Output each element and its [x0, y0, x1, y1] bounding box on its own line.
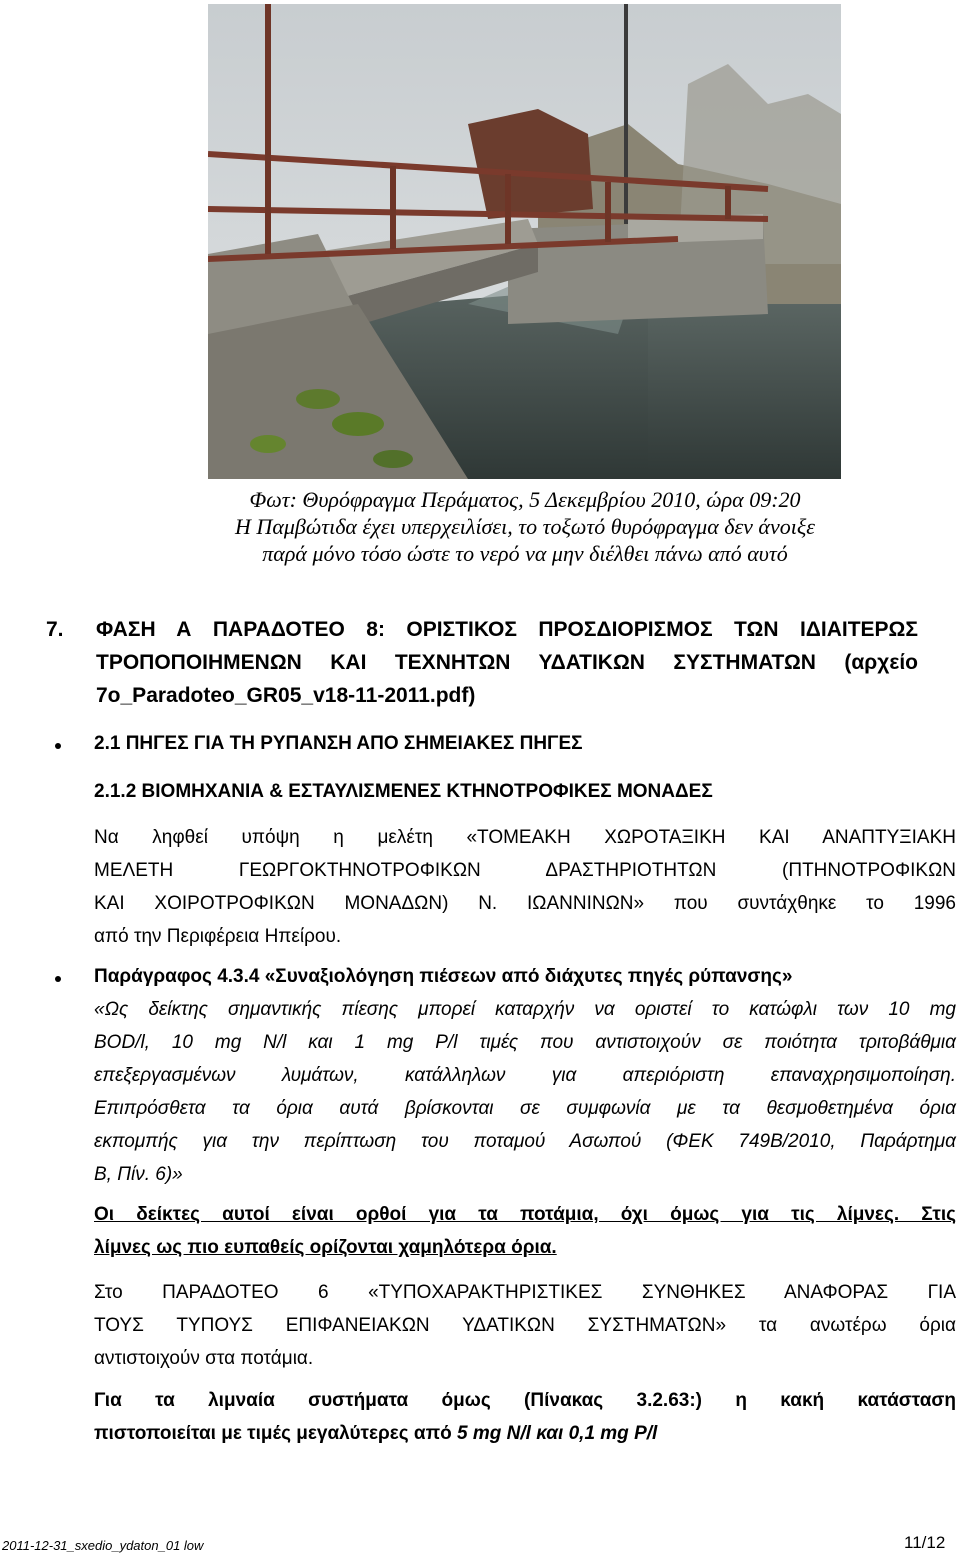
caption-line-1: Φωτ: Θυρόφραγμα Περάματος, 5 Δεκεμβρίου 2010, ώρα 09:20	[249, 487, 801, 512]
section-7-line-2: ΤΡΟΠΟΠΟΙΗΜΕΝΩΝ ΚΑΙ ΤΕΧΝΗΤΩΝ ΥΔΑΤΙΚΩΝ ΣΥΣΤΗΜΑΤΩΝ (αρχείο	[96, 651, 918, 674]
floodgate-photo	[208, 4, 841, 479]
section-number: 7.	[46, 618, 64, 641]
para4-line-2-values: 5 mg N/l και 0,1 mg P/l	[457, 1423, 658, 1444]
section-7-line-3: 7o_Paradoteo_GR05_v18-11-2011.pdf)	[96, 684, 476, 707]
para1-line-3: ΚΑΙ ΧΟΙΡΟΤΡΟΦΙΚΩΝ ΜΟΝΑΔΩΝ) Ν. ΙΩΑΝΝΙΝΩΝ» που συντάχθηκε το 1996	[94, 893, 956, 914]
remark-line-2: λίμνες ως πιο ευπαθείς ορίζονται χαμηλότερα όρια.	[94, 1237, 557, 1258]
paragraph-lake-systems	[94, 1384, 956, 1450]
paragraph-study-reference	[94, 821, 956, 953]
bullet-item-pollution-sources	[94, 733, 583, 755]
footer-page-number: 11/12	[904, 1533, 946, 1552]
para3-line-2: ΤΟΥΣ ΤΥΠΟΥΣ ΕΠΙΦΑΝΕΙΑΚΩΝ ΥΔΑΤΙΚΩΝ ΣΥΣΤΗΜΑΤΩΝ» τα ανωτέρω όρια	[94, 1315, 956, 1336]
bullet-icon	[55, 976, 61, 982]
quote-line-1: «Ως δείκτης σημαντικής πίεσης μπορεί καταρχήν να οριστεί το κατώφλι των 10 mg	[94, 999, 956, 1020]
bullet-item-paragraph-4-3-4	[94, 966, 792, 988]
section-7-heading	[46, 613, 918, 712]
para1-line-2: ΜΕΛΕΤΗ ΓΕΩΡΓΟΚΤΗΝΟΤΡΟΦΙΚΩΝ ΔΡΑΣΤΗΡΙΟΤΗΤΩΝ (ΠΤΗΝΟΤΡΟΦΙΚΩΝ	[94, 860, 956, 881]
section-7-line-1: ΦΑΣΗ Α ΠΑΡΑΔΟΤΕΟ 8: ΟΡΙΣΤΙΚΟΣ ΠΡΟΣΔΙΟΡΙΣΜΟΣ ΤΩΝ ΙΔΙΑΙΤΕΡΩΣ	[96, 618, 918, 641]
quote-line-3: επεξεργασμένων λυμάτων, κατάλληλων για απεριόριστη επαναχρησιμοποίηση.	[94, 1065, 956, 1086]
bullet-text: Παράγραφος 4.3.4 «Συναξιολόγηση πιέσεων από διάχυτες πηγές ρύπανσης»	[94, 966, 793, 987]
underlined-remark	[94, 1198, 956, 1264]
bullet-text: 2.1 ΠΗΓΕΣ ΓΙΑ ΤΗ ΡΥΠΑΝΣΗ ΑΠΟ ΣΗΜΕΙΑΚΕΣ ΠΗΓΕΣ	[94, 733, 583, 754]
para3-line-3: αντιστοιχούν στα ποτάμια.	[94, 1348, 314, 1369]
remark-line-1: Οι δείκτες αυτοί είναι ορθοί για τα ποτάμια, όχι όμως για τις λίμνες. Στις	[94, 1204, 956, 1225]
para4-line-2-text: πιστοποιείται με τιμές μεγαλύτερες από	[94, 1423, 458, 1444]
para4-line-2	[94, 1417, 956, 1450]
caption-line-2: Η Παμβώτιδα έχει υπερχειλίσει, το τοξωτό θυρόφραγμα δεν άνοιξε	[235, 514, 815, 539]
paragraph-deliverable-6	[94, 1276, 956, 1375]
quote-line-5: εκπομπής για την περίπτωση του ποταμού Ασωπού (ΦΕΚ 749Β/2010, Παράρτημα	[94, 1131, 956, 1152]
subheading-text: 2.1.2 ΒΙΟΜΗΧΑΝΙΑ & ΕΣΤΑΥΛΙΣΜΕΝΕΣ ΚΤΗΝΟΤΡΟΦΙΚΕΣ ΜΟΝΑΔΕΣ	[94, 781, 713, 802]
para1-line-1: Να ληφθεί υπόψη η μελέτη «ΤΟΜΕΑΚΗ ΧΩΡΟΤΑΞΙΚΗ ΚΑΙ ΑΝΑΠΤΥΞΙΑΚΗ	[94, 827, 956, 848]
quote-line-2: BOD/l, 10 mg N/l και 1 mg P/l τιμές που αντιστοιχούν σε ποιότητα τριτοβάθμια	[94, 1032, 956, 1053]
quote-line-6: Β, Πίν. 6)»	[94, 1164, 183, 1185]
footer-filename: 2011-12-31_sxedio_ydaton_01 low	[2, 1538, 204, 1553]
para4-line-1: Για τα λιμναία συστήματα όμως (Πίνακας 3.2.63:) η κακή κατάσταση	[94, 1390, 956, 1411]
para1-line-4: από την Περιφέρεια Ηπείρου.	[94, 926, 342, 947]
bullet-icon	[55, 743, 61, 749]
caption-line-3: παρά μόνο τόσο ώστε το νερό να μην διέλθει πάνω από αυτό	[262, 541, 788, 566]
subheading-2-1-2	[94, 781, 713, 803]
quoted-passage	[94, 993, 956, 1191]
photo-caption	[0, 486, 960, 567]
para3-line-1: Στο ΠΑΡΑΔΟΤΕΟ 6 «ΤΥΠΟΧΑΡΑΚΤΗΡΙΣΤΙΚΕΣ ΣΥΝΘΗΚΕΣ ΑΝΑΦΟΡΑΣ ΓΙΑ	[94, 1282, 956, 1303]
quote-line-4: Επιπρόσθετα τα όρια αυτά βρίσκονται σε συμφωνία με τα θεσμοθετημένα όρια	[94, 1098, 956, 1119]
